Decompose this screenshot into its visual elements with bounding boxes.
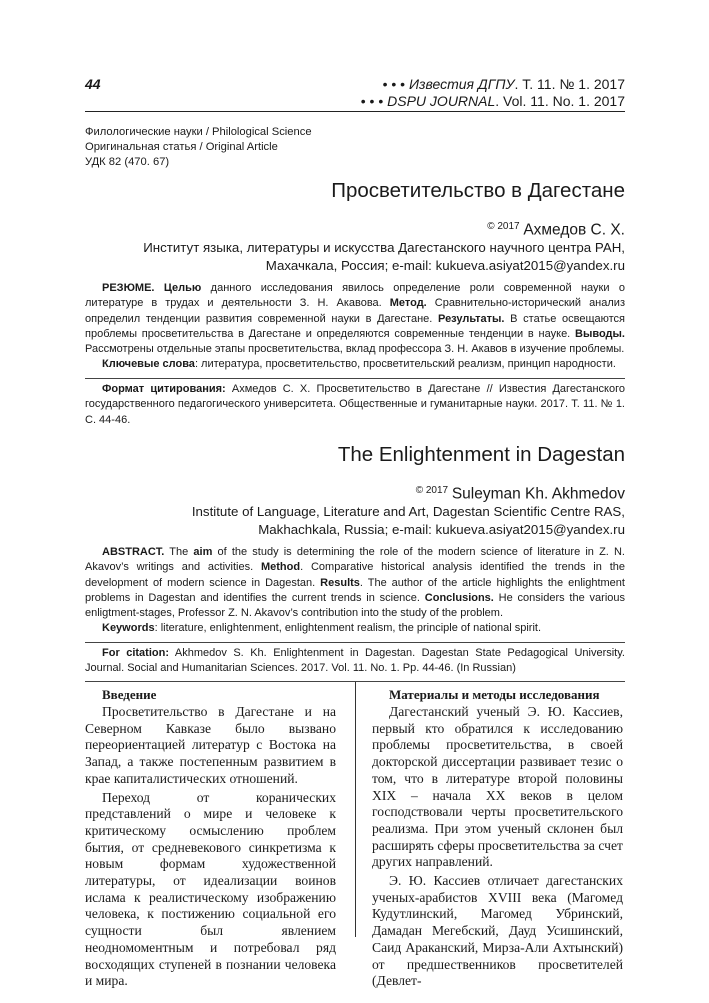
method-label-ru: Метод. [389,297,427,310]
conclusions-label-ru: Выводы. [575,327,625,340]
author-line-ru [143,218,625,239]
intro-paragraph-2: Переход от коранических представлений о мире и человеке к критическому осмыслению проблем бытия, от средневекового синкретизма к новым формам художественной литературы, от идеализации воинов ислама к реалистическому изображению человека, к постижению социальной его сущности был явлением неодномоментным и потребовал ряд восходящих ступеней в познании человека и мира. [85,789,336,989]
header-divider [85,111,625,112]
journal-ru-name: Известия ДГПУ [408,76,515,92]
intro-paragraph-1: Просветительство в Дагестане и на Северном Кавказе было вызвано переориентацией литератур с Востока на Запад, а также постепенным развитием в крае капиталистических отношений. [85,704,336,786]
citation-body-en: Akhmedov S. Kh. Enlightenment in Dagestan. Dagestan State Pedagogical University. Journal. Social and Humanitarian Sciences. 2017. Vol. 11. No. 1. Pp. 44-46. (In Russian) [85,647,625,675]
citation-en [85,646,625,677]
aim-label-ru: Целью [163,282,202,294]
affiliation-ru-1: Институт языка, литературы и искусства Дагестанского научного центра РАН, [143,240,625,256]
citation-ru [85,382,625,428]
method-text-ru: Сравнительно-исторический анализ определил тенденции развития современной науки в Дагестане. [85,297,625,325]
journal-ru-prefix: • • • [382,76,409,92]
journal-ru-issue: . Т. 11. № 1. 2017 [514,76,625,92]
abstract-en-text [85,545,625,621]
keywords-label-en: Keywords [102,622,155,635]
author-block-en [192,482,625,539]
author-en: Suleyman Kh. Akhmedov [451,485,625,503]
results-label-en: Results [320,576,360,589]
aim-label-en: aim [193,546,213,558]
section-heading-introduction: Введение [102,687,157,702]
body-column-right [372,686,623,990]
method-label-en: Method [260,561,301,574]
author-ru: Ахмедов С. Х. [523,221,625,239]
copyright-ru: © 2017 [487,221,520,232]
abstract-en [85,545,625,637]
journal-info [361,76,625,110]
citation-divider-ru [85,378,625,379]
citation-ru-text [85,382,625,428]
journal-en-prefix: • • • [360,93,388,109]
article-meta [85,125,312,170]
journal-en-issue: . Vol. 11. No. 1. 2017 [495,93,625,109]
conclusions-text-en: He considers the various enligtment-stages, Professor Z. N. Akavov’s contribution into the study of the problem. [85,591,625,620]
method-text-en: . Comparative historical analysis identified the trends in the development of modern science in Dagestan. [85,561,625,589]
title-ru: Просветительство в Дагестане [331,179,625,202]
abstract-ru [85,281,625,373]
methods-paragraph-1: Дагестанский ученый Э. Ю. Кассиев, первый кто обратился к исследованию проблемы просветительства, в своей докторской диссертации развивает тезис о том, что в литературе второй половины XIX – начала XX веков в целом господствовали черты просветительского реализма. При этом ученый склонен был расширять сферы просветительства за счет других направлений. [372,704,623,870]
column-divider [355,682,356,937]
journal-ru-line [361,76,625,93]
aim-text-ru: данного исследования явилось определение роли современной науки о литературе в трудах и деятельности З. Н. Акавова. [85,282,625,310]
citation-body-ru: Ахмедов С. Х. Просветительство в Дагестане // Известия Дагестанского государственного педагогического университета. Общественные и гуманитарные науки. 2017. Т. 11. № 1. С. 44-46. [85,383,625,426]
citation-en-text [85,646,625,677]
author-line-en [192,482,625,503]
keywords-text-ru: : литература, просветительство, просветительский реализм, принцип народности. [194,358,616,371]
copyright-en: © 2017 [415,485,449,496]
affiliation-en-1: Institute of Language, Literature and Art, Dagestan Scientific Centre RAS, [191,504,625,520]
journal-en-name: DSPU JOURNAL [387,93,496,109]
citation-label-ru: Формат цитирования: [102,383,226,395]
aim-text-en: of the study is determining the role of the modern science of literature in Z. N. Akavov’s writings and activities. [85,546,625,574]
affiliation-ru-2: Махачкала, Россия; e-mail: kukueva.asiyat2015@yandex.ru [265,258,625,274]
results-text-en: . The author of the article highlights the enlightment problems in Dagestan and identifies the current trends in science. [85,576,625,604]
article-type: Оригинальная статья / Original Article [85,141,278,153]
pre-aim-en: The [164,546,194,558]
affiliation-en-2: Makhachkala, Russia; e-mail: kukueva.asiyat2015@yandex.ru [258,522,625,538]
results-text-ru: В статье освещаются проблемы просветительства в Дагестане и определяются современные тенденции в науке. [85,312,625,340]
journal-en-line [361,93,625,110]
citation-divider-en [85,642,625,643]
science-field: Филологические науки / Philological Science [85,126,312,138]
section-heading-methods: Материалы и методы исследования [389,687,600,702]
keywords-ru [85,357,625,372]
results-label-ru: Результаты. [438,312,505,325]
methods-paragraph-2: Э. Ю. Кассиев отличает дагестанских ученых-арабистов XVIII века (Магомед Кудутлинский, Магомед Убринский, Дамадан Мегебский, Дауд Усишинский, Саид Араканский, Мирза-Али Ахтынский) от предшественников просветителей (Девлет- [372,873,623,989]
author-block-ru [143,218,625,275]
citation-label-en: For citation: [102,647,169,659]
body-column-left [85,686,336,990]
conclusions-text-ru: Рассмотрены отдельные этапы просветительства, вклад профессора З. Н. Акавов в изучение проблемы. [85,343,625,356]
abstract-ru-text [85,281,625,357]
keywords-text-en: : literature, enlightenment, enlightenment realism, the principle of national spirit. [154,622,542,635]
conclusions-label-en: Conclusions. [424,591,494,604]
keywords-label-ru: Ключевые слова [102,358,195,371]
page-number: 44 [85,76,101,92]
title-en: The Enlightenment in Dagestan [337,443,625,466]
abstract-en-label: ABSTRACT. [102,546,165,558]
keywords-en [85,621,625,636]
udk-code: УДК 82 (470. 67) [85,156,170,168]
abstract-ru-label: РЕЗЮМЕ. [102,282,164,294]
